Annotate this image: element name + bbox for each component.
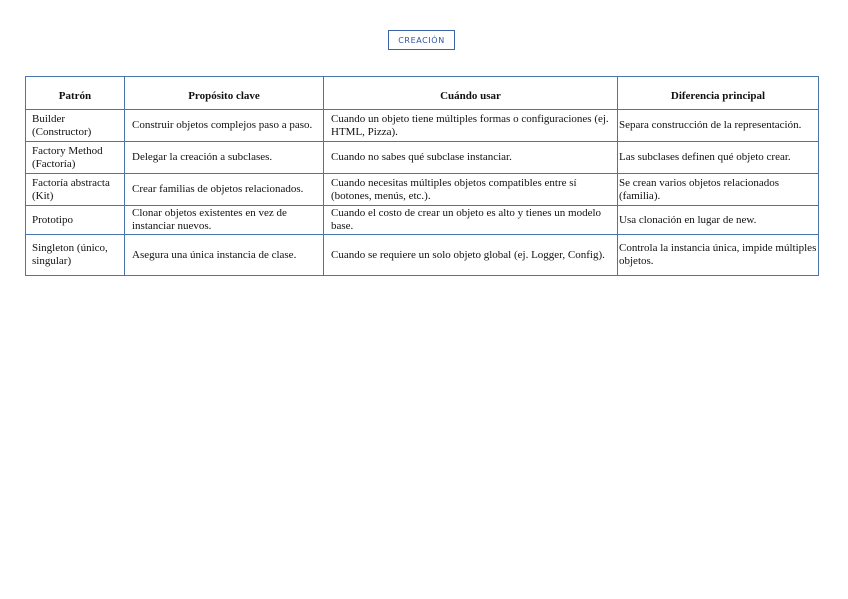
cell-pattern: Prototipo <box>26 206 125 235</box>
cell-when-to-use: Cuando necesitas múltiples objetos compatibles entre sí (botones, menús, etc.). <box>324 174 618 206</box>
table-row <box>26 110 819 142</box>
cell-purpose: Construir objetos complejos paso a paso. <box>125 110 324 142</box>
cell-main-difference: Usa clonación en lugar de new. <box>618 206 819 235</box>
cell-purpose: Clonar objetos existentes en vez de instanciar nuevos. <box>125 206 324 235</box>
header-main-difference: Diferencia principal <box>618 77 819 110</box>
header-when-to-use: Cuándo usar <box>324 77 618 110</box>
table-header-row <box>26 77 819 110</box>
cell-main-difference: Separa construcción de la representación. <box>618 110 819 142</box>
table-row <box>26 206 819 235</box>
page-title <box>388 30 455 50</box>
cell-when-to-use: Cuando se requiere un solo objeto global (ej. Logger, Config). <box>324 235 618 276</box>
header-pattern: Patrón <box>26 77 125 110</box>
cell-pattern: Factory Method (Factoría) <box>26 142 125 174</box>
table-row <box>26 174 819 206</box>
cell-purpose: Asegura una única instancia de clase. <box>125 235 324 276</box>
header-purpose: Propósito clave <box>125 77 324 110</box>
table-row <box>26 142 819 174</box>
cell-pattern: Factoría abstracta (Kit) <box>26 174 125 206</box>
table-row <box>26 235 819 276</box>
cell-purpose: Delegar la creación a subclases. <box>125 142 324 174</box>
cell-when-to-use: Cuando no sabes qué subclase instanciar. <box>324 142 618 174</box>
patterns-table <box>25 76 819 276</box>
cell-pattern: Builder (Constructor) <box>26 110 125 142</box>
cell-when-to-use: Cuando un objeto tiene múltiples formas o configuraciones (ej. HTML, Pizza). <box>324 110 618 142</box>
cell-pattern: Singleton (único, singular) <box>26 235 125 276</box>
cell-when-to-use: Cuando el costo de crear un objeto es alto y tienes un modelo base. <box>324 206 618 235</box>
cell-main-difference: Se crean varios objetos relacionados (familia). <box>618 174 819 206</box>
cell-purpose: Crear familias de objetos relacionados. <box>125 174 324 206</box>
cell-main-difference: Controla la instancia única, impide múltiples objetos. <box>618 235 819 276</box>
page-title-text: CREACIÓN <box>398 35 445 45</box>
cell-main-difference: Las subclases definen qué objeto crear. <box>618 142 819 174</box>
